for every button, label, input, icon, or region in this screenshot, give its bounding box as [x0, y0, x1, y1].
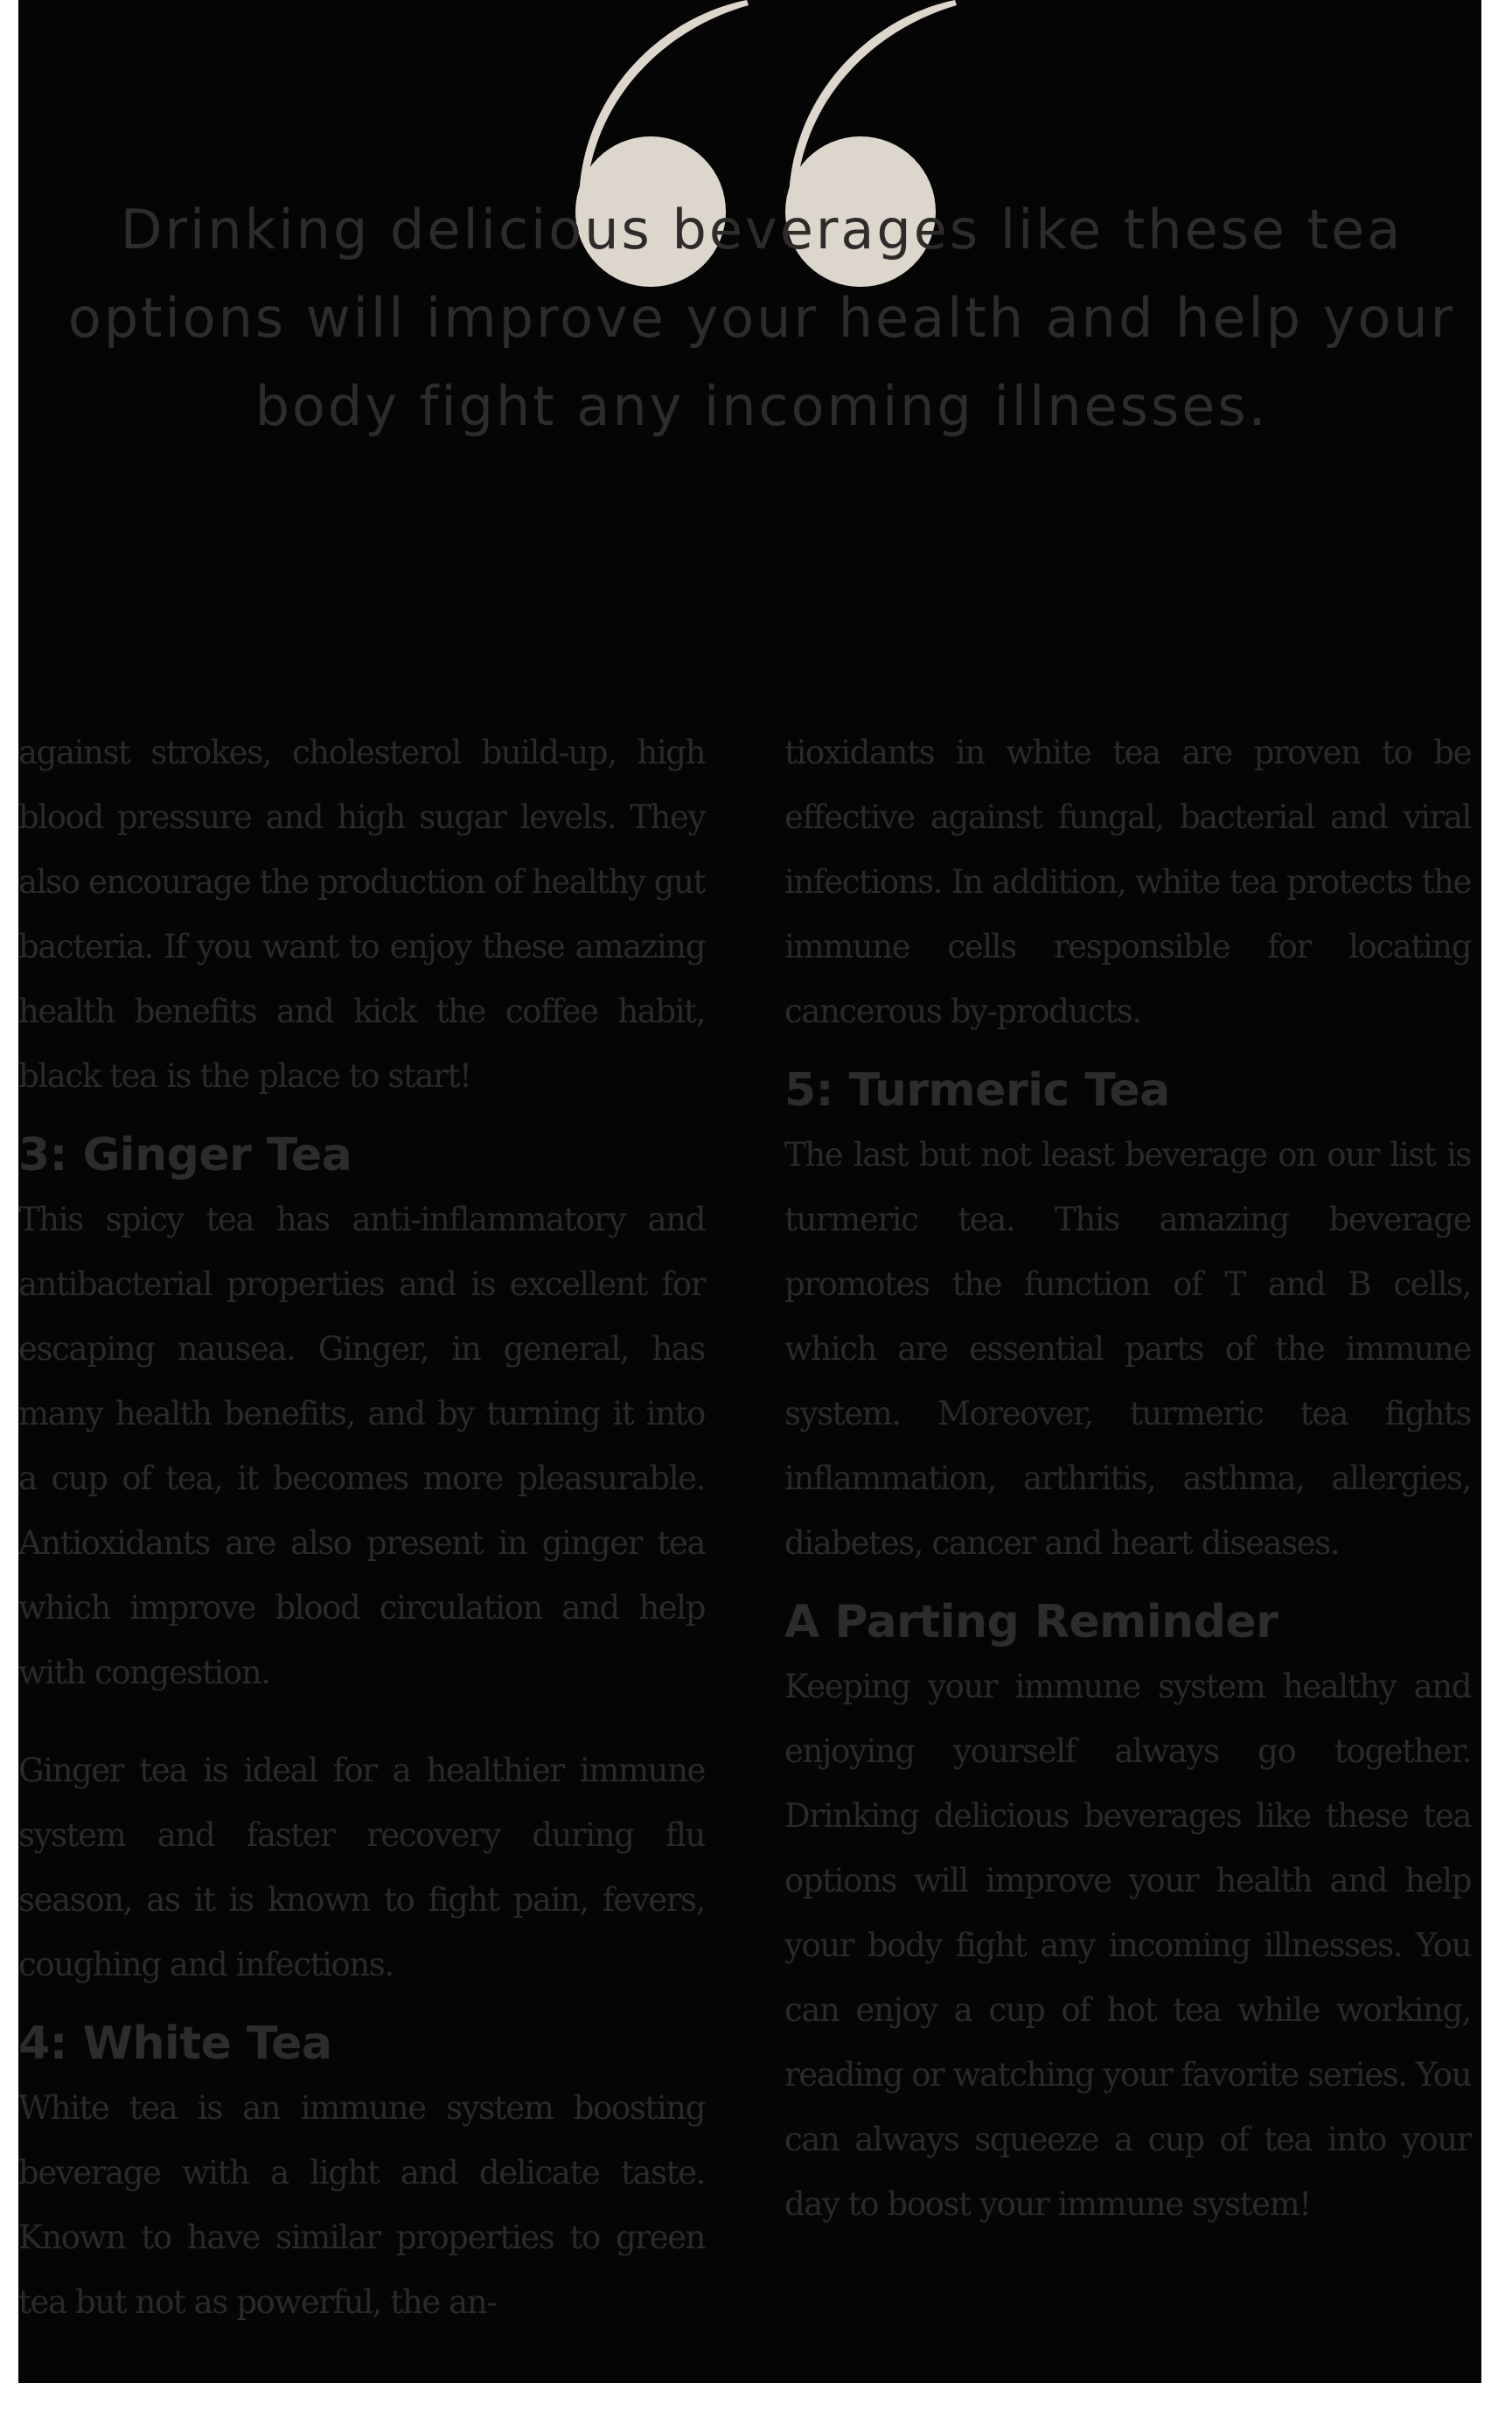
white-tea-paragraph-1: White tea is an immune system boosting beverage with a light and delicate taste. Known to have similar properties to green tea but not as powerful, the an-: [18, 2089, 705, 2321]
ginger-tea-paragraph-2: Ginger tea is ideal for a healthier immune system and faster recovery during flu season, as it is known to fight pain, fevers, coughing and infections.: [18, 1752, 705, 1983]
left-column: [18, 721, 705, 2335]
heading-turmeric-tea: 5: Turmeric Tea: [784, 1064, 1170, 1117]
black-tea-paragraph-end: against strokes, cholesterol build-up, high blood pressure and high sugar levels. They also encourage the production of healthy gut bacteria. If you want to enjoy these amazing health benefits and kick the coffee habit, black tea is the place to start!: [18, 734, 705, 1095]
white-tea-paragraph-continued: tioxidants in white tea are proven to be effective against fungal, bacterial and viral infections. In addition, white tea protects the immune cells responsible for locating cancerous by-products.: [784, 734, 1471, 1030]
right-column: [784, 721, 1471, 2237]
ginger-tea-paragraph-1: This spicy tea has anti-inflammatory and antibacterial properties and is excellent for escaping nausea. Ginger, in general, has many health benefits, and by turning it into a cup of tea, it becomes more pleasurable. Antioxidants are also present in ginger tea which improve blood circulation and help with congestion.: [18, 1201, 705, 1691]
pull-quote: Drinking delicious beverages like these tea options will improve your health and help your body fight any incoming illnesses.: [67, 198, 1456, 438]
turmeric-tea-paragraph: The last but not least beverage on our list is turmeric tea. This amazing beverage promotes the function of T and B cells, which are essential parts of the immune system. Moreover, turmeric tea fights inflammation, arthritis, asthma, allergies, diabetes, cancer and heart diseases.: [784, 1136, 1471, 1562]
heading-white-tea: 4: White Tea: [18, 2017, 332, 2070]
heading-parting-reminder: A Parting Reminder: [784, 1596, 1279, 1648]
article-page: [18, 0, 1481, 2383]
heading-ginger-tea: 3: Ginger Tea: [18, 1129, 352, 1181]
parting-reminder-paragraph: Keeping your immune system healthy and enjoying yourself always go together. Drinking delicious beverages like these tea options will improve your health and help your body fight any incoming illnesses. You can enjoy a cup of hot tea while working, reading or watching your favorite series. You can always squeeze a cup of tea into your day to boost your immune system!: [784, 1668, 1471, 2223]
